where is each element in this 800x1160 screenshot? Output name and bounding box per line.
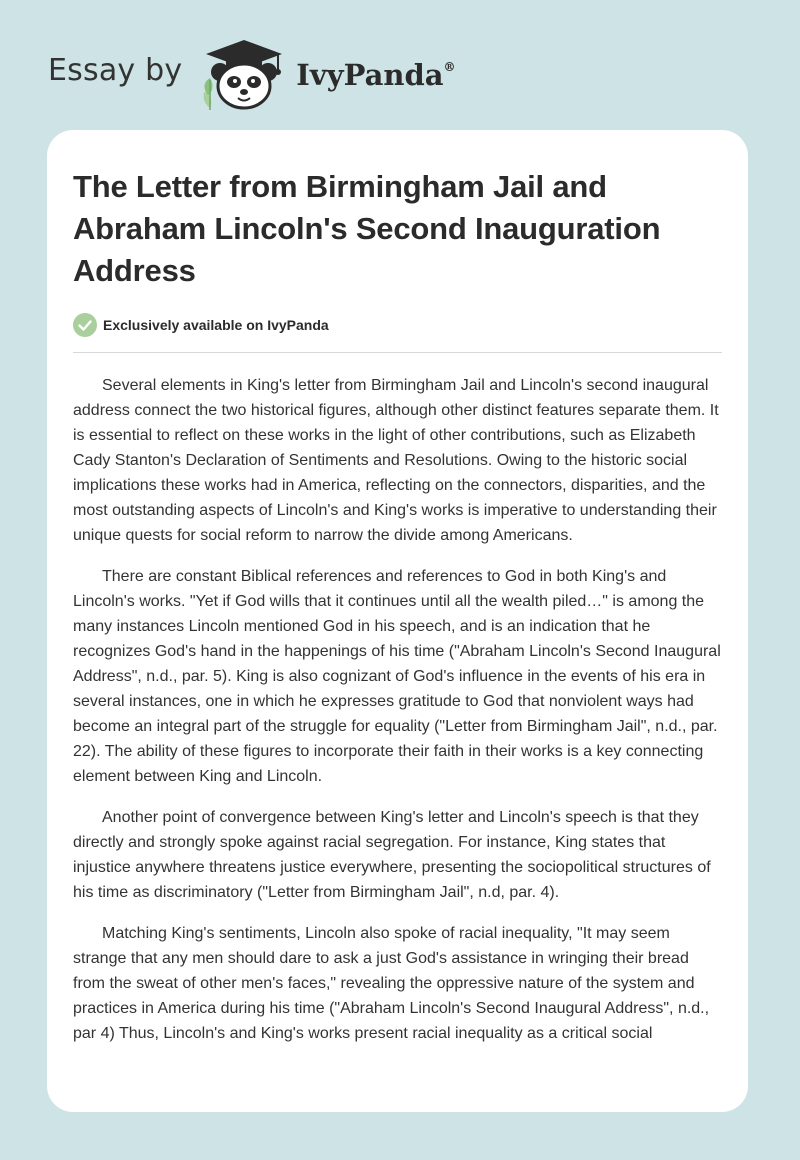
paragraph: Matching King's sentiments, Lincoln also spoke of racial inequality, "It may seem strange that any men should dare to ask a just God's assistance in wringing their bread from the sweat of other men's faces," revealing the oppressive nature of the system and practices in America during his time ("Abraham Lincoln's Second Inaugural Address", n.d., par 4) Thus, Lincoln's and King's works present racial inequality as a critical social <box>73 925 710 1042</box>
paragraph: Several elements in King's letter from Birmingham Jail and Lincoln's second inaugural address connect the two historical figures, although other distinct features separate them. It is essential to reflect on these works in the light of other contributions, such as Elizabeth Cady Stanton's Declaration of Sentiments and Resolutions. Owing to the historic social implications these works had in America, reflecting on the connectors, disparities, and the most outstanding aspects of Lincoln's and King's works is imperative to understanding their unique quests for social reform to narrow the divide among Americans. <box>73 377 719 544</box>
essay-body <box>73 373 722 1046</box>
essay-by-label: Essay by <box>48 52 183 88</box>
brand-name-text: IvyPanda <box>296 58 444 92</box>
exclusive-label: Exclusively available on IvyPanda <box>103 317 329 333</box>
trademark-symbol: ® <box>443 60 456 74</box>
brand-name <box>296 58 455 92</box>
panda-logo-icon <box>198 36 290 112</box>
exclusive-badge <box>73 312 722 338</box>
checkmark-badge-icon <box>73 313 97 337</box>
paragraph: There are constant Biblical references and references to God in both King's and Lincoln's works. "Yet if God wills that it continues until all the wealth piled…" is among the many instances Lincoln mentioned God in his speech, and is an indication that he recognizes God's hand in the happenings of his time ("Abraham Lincoln's Second Inaugural Address", n.d., par. 5). King is also cognizant of God's influence in the events of his era in several instances, one in which he expresses gratitude to God that nonviolent ways had become an integral part of the struggle for equality ("Letter from Birmingham Jail", n.d., par. 22). The ability of these figures to incorporate their faith in their works is a key connecting element between King and Lincoln. <box>73 568 721 785</box>
essay-card <box>47 130 748 1112</box>
divider <box>73 352 722 353</box>
page-title: The Letter from Birmingham Jail and Abraham Lincoln's Second Inauguration Address <box>73 169 661 288</box>
paragraph: Another point of convergence between King's letter and Lincoln's speech is that they directly and strongly spoke against racial segregation. For instance, King states that injustice anywhere threatens justice everywhere, presenting the sociopolitical structures of his time as discriminatory ("Letter from Birmingham Jail", n.d, par. 4). <box>73 809 711 901</box>
site-header <box>48 34 456 114</box>
